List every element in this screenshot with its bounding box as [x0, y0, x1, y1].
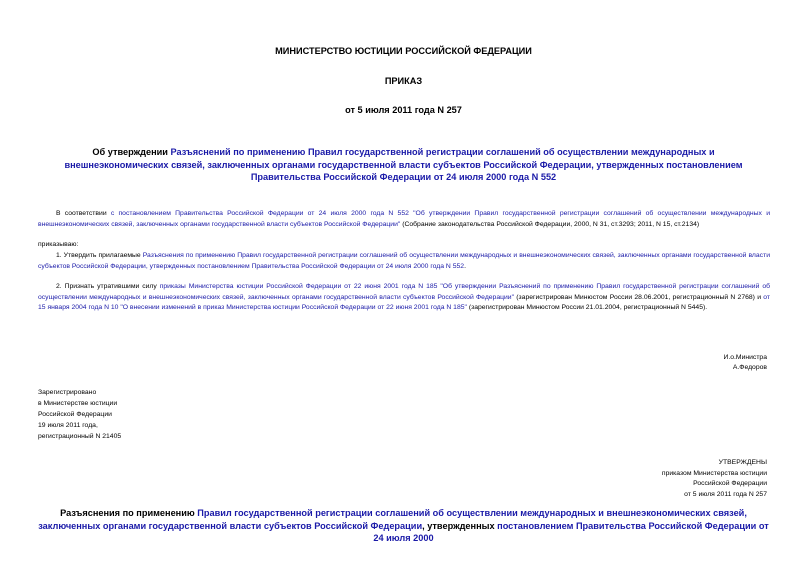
signature-block: [723, 353, 767, 374]
order-title-prefix: Об утверждении: [92, 147, 171, 157]
registration-line-3: Российской Федерации: [38, 411, 112, 418]
item-2-link-2[interactable]: от 15 января 2004 года N 10 "О внесении изменений в приказ Министерства юстиции Российской Федерации от 22 июня 2001 года N 185": [38, 293, 771, 312]
clarifications-title-link-1[interactable]: Правил государственной регистрации соглашений об осуществлении международных и внешнеэкономических связей, заключенных органами государственной власти субъектов Российской Федерации: [38, 508, 747, 531]
approval-line-4: от 5 июля 2011 года N 257: [684, 490, 767, 498]
preamble-paragraph: [38, 209, 770, 230]
registration-line-4: 19 июля 2011 года,: [38, 422, 98, 429]
clarifications-title: [38, 507, 769, 545]
ministry-heading: МИНИСТЕРСТВО ЮСТИЦИИ РОССИЙСКОЙ ФЕДЕРАЦИИ: [275, 46, 532, 56]
order-title: [40, 146, 767, 184]
item-1-prefix: 1. Утвердить прилагаемые: [56, 252, 143, 259]
item-2-mid: (зарегистрирован Минюстом России 28.06.2001, регистрационный N 2768) и: [514, 293, 764, 301]
preamble-suffix: (Собрание законодательства Российской Федерации, 2000, N 31, ст.3293; 2011, N 15, ст.2134): [400, 220, 700, 228]
preamble-prefix: В соответствии: [56, 210, 111, 217]
registration-line-1: Зарегистрировано: [38, 389, 97, 396]
doc-type-heading: ПРИКАЗ: [384, 76, 423, 86]
item-2-paragraph: [38, 282, 770, 314]
approval-line-1: УТВЕРЖДЕНЫ: [718, 459, 767, 466]
approval-line-3: Российской Федерации: [693, 480, 767, 488]
registration-line-2: в Министерстве юстиции: [38, 400, 118, 407]
clarifications-title-mid: , утвержденных: [422, 520, 498, 531]
item-2-suffix: (зарегистрирован Минюстом России 21.01.2004, регистрационный N 5445).: [466, 304, 708, 312]
signature-name: А.Федоров: [732, 364, 767, 372]
order-title-link[interactable]: Разъяснений по применению Правил государственной регистрации соглашений об осуществлении международных и внешнеэкономических связей, заключенных органами государственной власти субъектов Российской Федерации, утвержденных постановлением Правительства Российской Федерации от 24 июля 2000 года N 552: [64, 147, 743, 182]
order-date-number: от 5 июля 2011 года N 257: [345, 105, 462, 115]
preamble-link[interactable]: с постановлением Правительства Российской Федерации от 24 июля 2000 года N 552 "Об утверждении Правил государственной регистрации соглашений об осуществлении международных и внешнеэкономических связей, заключенных органами государственной власти субъектов Российской Федерации": [38, 210, 770, 228]
order-word: приказываю:: [38, 241, 79, 248]
item-1-link[interactable]: Разъяснения по применению Правил государственной регистрации соглашений об осуществлении международных и внешнеэкономических связей, заключенных органами государственной власти субъектов Российской Федерации, утвержденных постановлением Правительства Российской Федерации от 24 июля 2000 года N 552: [38, 252, 770, 270]
signature-position: И.о.Министра: [723, 354, 767, 361]
item-2-link-1[interactable]: приказы Министерства юстиции Российской Федерации от 22 июня 2001 года N 185 "Об утверждении Разъяснений по применению Правил государственной регистрации соглашений об осуществлении международных и внешнеэкономических связей, заключенных органами государственной власти субъектов Российской Федерации": [38, 283, 771, 301]
clarifications-title-link-2[interactable]: постановлением Правительства Российской Федерации от 24 июля 2000: [373, 520, 769, 543]
item-2-prefix: 2. Признать утратившими силу: [56, 283, 160, 290]
approval-line-2: приказом Министерства юстиции: [661, 469, 767, 477]
registration-line-5: регистрационный N 21405: [38, 433, 122, 440]
clarifications-title-prefix: Разъяснения по применению: [60, 508, 198, 518]
registration-block: [38, 387, 121, 442]
item-1-paragraph: [38, 251, 770, 272]
item-1-suffix: .: [464, 262, 466, 270]
approval-block: [662, 458, 767, 500]
